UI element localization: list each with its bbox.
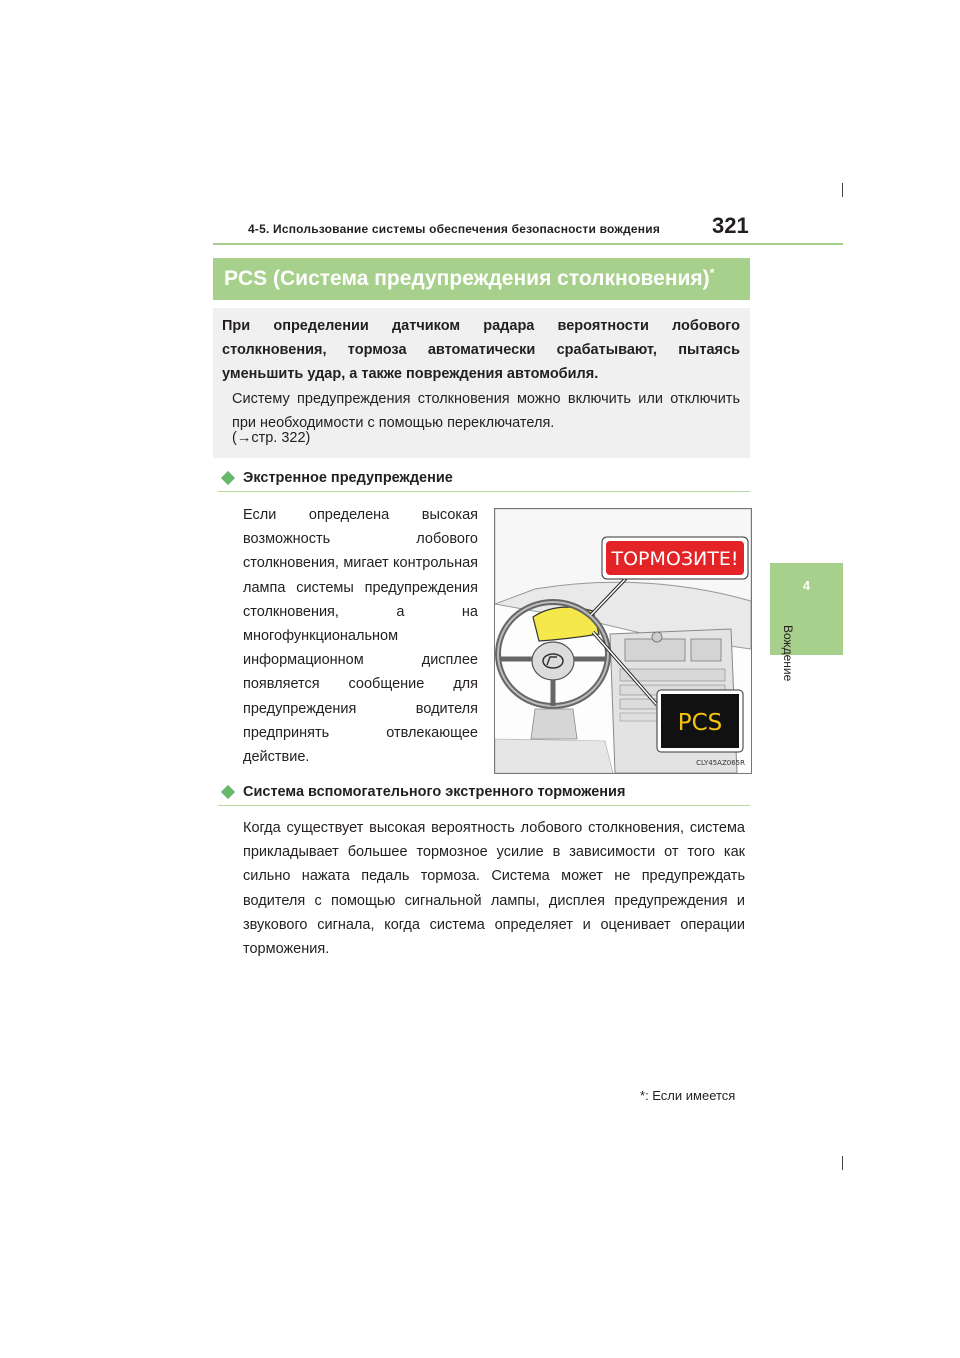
page-title-text: PCS (Система предупреждения столкновения) <box>224 267 710 290</box>
title-footnote-mark: * <box>709 266 715 280</box>
section-body-brake-assist: Когда существует высокая вероятность лобового столкновения, система прикладывает большее тормозное усилие в зависимости от того как сильно нажата педаль тормоза. Система может не предупреждать водителя с помощью сигнальной лампы, дисплея предупреждения и звукового сигнала, когда система определяет и оценивает операции торможения. <box>243 820 745 958</box>
chapter-title: Вождение <box>781 625 795 682</box>
section-heading-emergency-warning: Экстренное предупреждение <box>243 470 453 486</box>
footnote-mark: * <box>640 1088 646 1103</box>
section-label: 4-5. Использование системы обеспечения безопасности вождения <box>248 222 661 236</box>
intro-description: Систему предупреждения столкновения можно включить или отключить при необходимости с помощью переключателя. <box>232 391 740 431</box>
diamond-bullet-icon <box>221 785 235 799</box>
dashboard-illustration <box>494 508 752 774</box>
dashboard-drawing <box>495 509 751 773</box>
page-reference: (→стр. 322) <box>232 430 311 446</box>
chapter-number: 4 <box>802 578 811 593</box>
section-body-emergency-warning: Если определена высокая возможность лобового столкновения, мигает контрольная лампа системы предупреждения столкновения, а на многофункциональном информационном дисплее появляется сообщение для предупреждения водителя предпринять отвлекающее действие. <box>243 507 478 766</box>
intro-summary: При определении датчиком радара вероятности лобового столкновения, тормоза автоматически срабатывают, пытаясь уменьшить удар, а также повреждения автомобиля. <box>222 318 740 382</box>
section-heading-brake-assist: Система вспомогательного экстренного торможения <box>243 784 626 800</box>
crop-mark-top <box>842 183 843 197</box>
footnote <box>640 1088 735 1103</box>
footnote-text: : Если имеется <box>645 1088 736 1103</box>
diamond-bullet-icon <box>221 471 235 485</box>
page-title <box>224 266 714 291</box>
section-rule <box>218 491 750 492</box>
page-number: 321 <box>712 213 749 238</box>
brake-message-text: ТОРМОЗИТЕ! <box>611 548 739 570</box>
figure-code: CLY45AZ065R <box>696 759 745 767</box>
pcs-indicator-icon: PCS <box>677 710 723 736</box>
header-rule <box>213 243 843 245</box>
crop-mark-bottom <box>842 1156 843 1170</box>
section-rule <box>218 805 750 806</box>
